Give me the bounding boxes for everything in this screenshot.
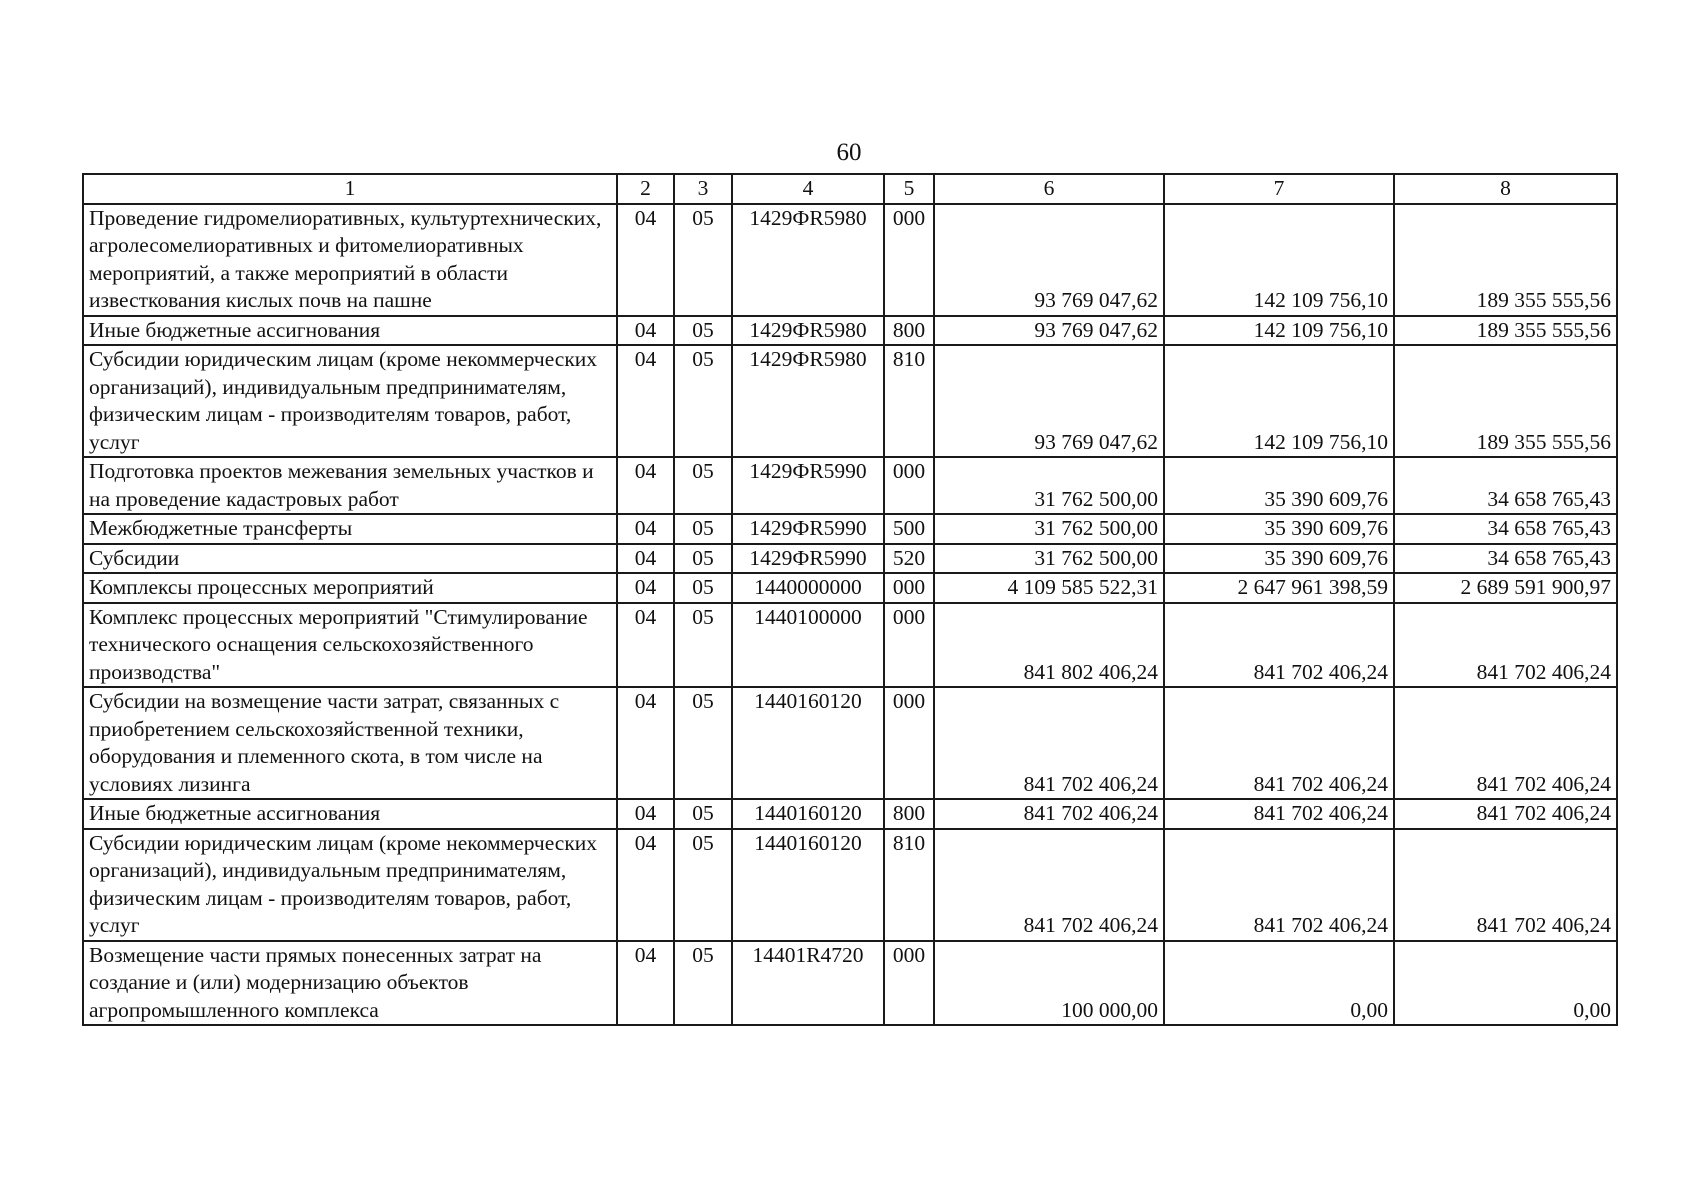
target-article-code: 1440100000 <box>732 603 884 688</box>
section-code: 04 <box>617 204 674 316</box>
item-name: Субсидии юридическим лицам (кроме некоммерческих организаций), индивидуальным предпринимателям, физическим лицам - производителям товаров, работ, услуг <box>83 829 617 941</box>
section-code: 04 <box>617 345 674 457</box>
amount-col8: 841 702 406,24 <box>1394 829 1617 941</box>
amount-col7: 841 702 406,24 <box>1164 829 1394 941</box>
subsection-code: 05 <box>674 514 732 544</box>
item-name: Субсидии на возмещение части затрат, связанных с приобретением сельскохозяйственной техники, оборудования и племенного скота, в том числе на условиях лизинга <box>83 687 617 799</box>
section-code: 04 <box>617 941 674 1026</box>
section-code: 04 <box>617 687 674 799</box>
table-header-row <box>83 174 1617 204</box>
item-name: Иные бюджетные ассигнования <box>83 316 617 346</box>
table-row <box>83 687 1617 799</box>
amount-col7: 35 390 609,76 <box>1164 544 1394 574</box>
column-header: 1 <box>83 174 617 204</box>
budget-table <box>82 173 1618 1026</box>
amount-col7: 35 390 609,76 <box>1164 514 1394 544</box>
amount-col8: 0,00 <box>1394 941 1617 1026</box>
target-article-code: 14401R4720 <box>732 941 884 1026</box>
table-row <box>83 457 1617 514</box>
amount-col6: 31 762 500,00 <box>934 544 1164 574</box>
amount-col6: 4 109 585 522,31 <box>934 573 1164 603</box>
subsection-code: 05 <box>674 573 732 603</box>
item-name: Комплекс процессных мероприятий "Стимулирование технического оснащения сельскохозяйственного производства" <box>83 603 617 688</box>
amount-col8: 841 702 406,24 <box>1394 687 1617 799</box>
amount-col7: 841 702 406,24 <box>1164 603 1394 688</box>
amount-col6: 841 702 406,24 <box>934 799 1164 829</box>
amount-col7: 841 702 406,24 <box>1164 799 1394 829</box>
amount-col7: 2 647 961 398,59 <box>1164 573 1394 603</box>
section-code: 04 <box>617 799 674 829</box>
subsection-code: 05 <box>674 603 732 688</box>
item-name: Проведение гидромелиоративных, культуртехнических, агролесомелиоративных и фитомелиоративных мероприятий, а также мероприятий в области известкования кислых почв на пашне <box>83 204 617 316</box>
amount-col6: 100 000,00 <box>934 941 1164 1026</box>
section-code: 04 <box>617 544 674 574</box>
target-article-code: 1429ФR5990 <box>732 457 884 514</box>
section-code: 04 <box>617 829 674 941</box>
section-code: 04 <box>617 457 674 514</box>
expense-type-code: 000 <box>884 457 934 514</box>
section-code: 04 <box>617 514 674 544</box>
expense-type-code: 800 <box>884 316 934 346</box>
target-article-code: 1440160120 <box>732 799 884 829</box>
item-name: Иные бюджетные ассигнования <box>83 799 617 829</box>
table-row <box>83 941 1617 1026</box>
amount-col6: 31 762 500,00 <box>934 514 1164 544</box>
amount-col7: 0,00 <box>1164 941 1394 1026</box>
subsection-code: 05 <box>674 345 732 457</box>
section-code: 04 <box>617 573 674 603</box>
target-article-code: 1429ФR5990 <box>732 544 884 574</box>
subsection-code: 05 <box>674 687 732 799</box>
amount-col6: 93 769 047,62 <box>934 316 1164 346</box>
amount-col8: 189 355 555,56 <box>1394 204 1617 316</box>
expense-type-code: 500 <box>884 514 934 544</box>
subsection-code: 05 <box>674 457 732 514</box>
expense-type-code: 810 <box>884 829 934 941</box>
item-name: Субсидии <box>83 544 617 574</box>
section-code: 04 <box>617 603 674 688</box>
subsection-code: 05 <box>674 544 732 574</box>
amount-col8: 2 689 591 900,97 <box>1394 573 1617 603</box>
target-article-code: 1429ФR5980 <box>732 316 884 346</box>
target-article-code: 1429ФR5980 <box>732 345 884 457</box>
amount-col6: 841 802 406,24 <box>934 603 1164 688</box>
subsection-code: 05 <box>674 204 732 316</box>
amount-col6: 93 769 047,62 <box>934 345 1164 457</box>
item-name: Возмещение части прямых понесенных затрат на создание и (или) модернизацию объектов агропромышленного комплекса <box>83 941 617 1026</box>
column-header: 3 <box>674 174 732 204</box>
amount-col7: 142 109 756,10 <box>1164 345 1394 457</box>
expense-type-code: 000 <box>884 687 934 799</box>
target-article-code: 1440000000 <box>732 573 884 603</box>
table-row <box>83 204 1617 316</box>
amount-col8: 841 702 406,24 <box>1394 603 1617 688</box>
amount-col7: 142 109 756,10 <box>1164 316 1394 346</box>
expense-type-code: 000 <box>884 573 934 603</box>
target-article-code: 1440160120 <box>732 829 884 941</box>
amount-col7: 841 702 406,24 <box>1164 687 1394 799</box>
subsection-code: 05 <box>674 941 732 1026</box>
table-row <box>83 799 1617 829</box>
expense-type-code: 000 <box>884 603 934 688</box>
column-header: 6 <box>934 174 1164 204</box>
amount-col6: 841 702 406,24 <box>934 687 1164 799</box>
target-article-code: 1429ФR5980 <box>732 204 884 316</box>
table-row <box>83 603 1617 688</box>
page-number: 60 <box>836 139 862 166</box>
amount-col8: 189 355 555,56 <box>1394 316 1617 346</box>
section-code: 04 <box>617 316 674 346</box>
column-header: 5 <box>884 174 934 204</box>
expense-type-code: 800 <box>884 799 934 829</box>
subsection-code: 05 <box>674 316 732 346</box>
table-row <box>83 316 1617 346</box>
table-row <box>83 829 1617 941</box>
target-article-code: 1440160120 <box>732 687 884 799</box>
table-row <box>83 345 1617 457</box>
amount-col6: 31 762 500,00 <box>934 457 1164 514</box>
expense-type-code: 000 <box>884 941 934 1026</box>
column-header: 2 <box>617 174 674 204</box>
amount-col8: 34 658 765,43 <box>1394 514 1617 544</box>
item-name: Субсидии юридическим лицам (кроме некоммерческих организаций), индивидуальным предпринимателям, физическим лицам - производителям товаров, работ, услуг <box>83 345 617 457</box>
item-name: Межбюджетные трансферты <box>83 514 617 544</box>
column-header: 8 <box>1394 174 1617 204</box>
amount-col8: 189 355 555,56 <box>1394 345 1617 457</box>
table-row <box>83 514 1617 544</box>
expense-type-code: 520 <box>884 544 934 574</box>
amount-col7: 142 109 756,10 <box>1164 204 1394 316</box>
subsection-code: 05 <box>674 799 732 829</box>
amount-col8: 34 658 765,43 <box>1394 457 1617 514</box>
expense-type-code: 810 <box>884 345 934 457</box>
table-row <box>83 573 1617 603</box>
table-row <box>83 544 1617 574</box>
amount-col6: 841 702 406,24 <box>934 829 1164 941</box>
amount-col8: 841 702 406,24 <box>1394 799 1617 829</box>
amount-col7: 35 390 609,76 <box>1164 457 1394 514</box>
column-header: 7 <box>1164 174 1394 204</box>
amount-col6: 93 769 047,62 <box>934 204 1164 316</box>
column-header: 4 <box>732 174 884 204</box>
target-article-code: 1429ФR5990 <box>732 514 884 544</box>
item-name: Подготовка проектов межевания земельных участков и на проведение кадастровых работ <box>83 457 617 514</box>
amount-col8: 34 658 765,43 <box>1394 544 1617 574</box>
item-name: Комплексы процессных мероприятий <box>83 573 617 603</box>
subsection-code: 05 <box>674 829 732 941</box>
expense-type-code: 000 <box>884 204 934 316</box>
